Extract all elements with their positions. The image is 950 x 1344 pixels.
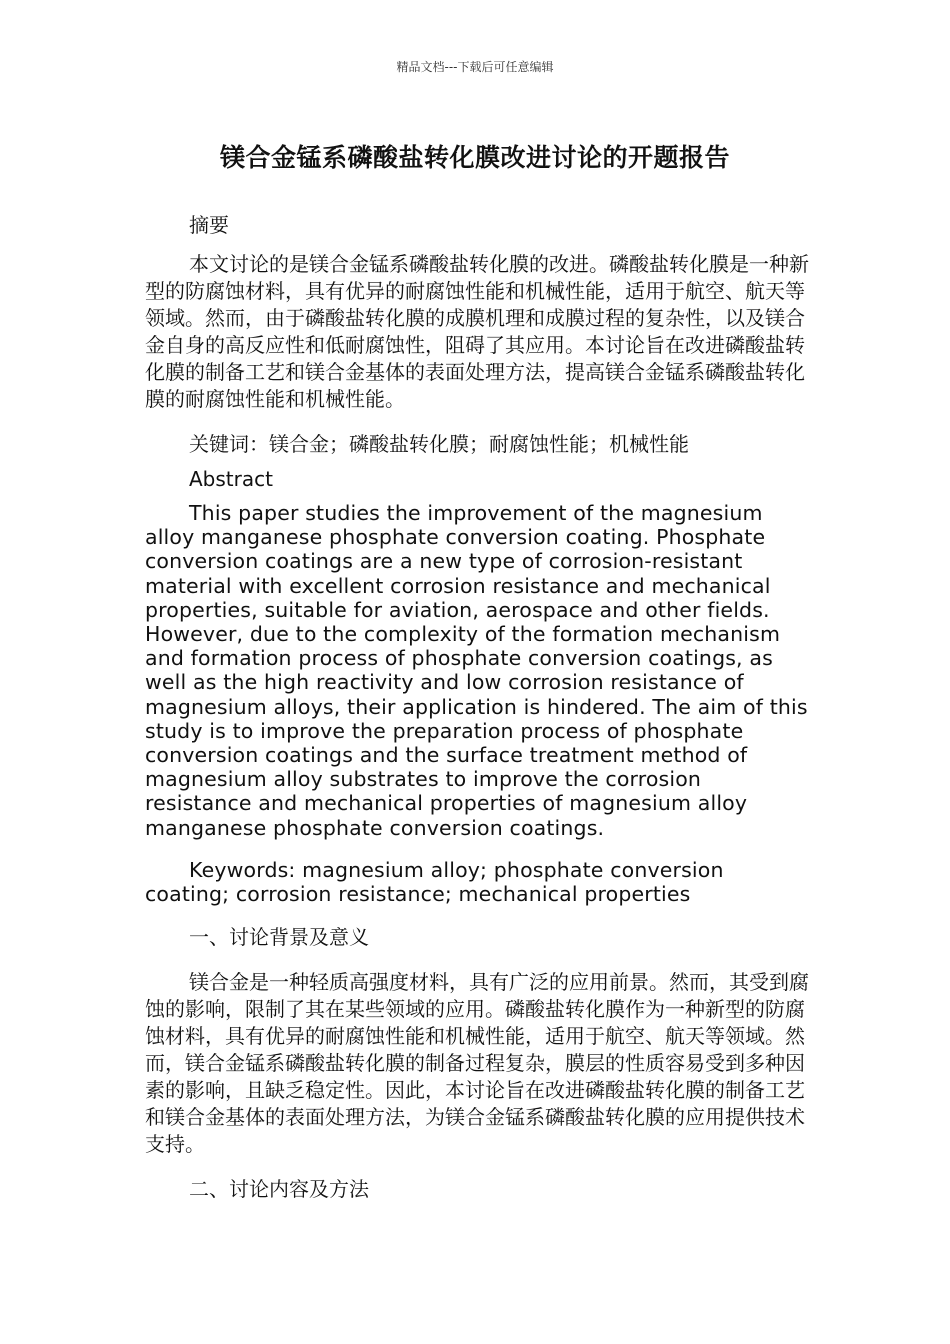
document-title: 镁合金锰系磷酸盐转化膜改进讨论的开题报告	[219, 143, 730, 172]
abstract-en-heading: Abstract	[189, 467, 273, 491]
page-header: 精品文档---下载后可任意编辑	[396, 60, 554, 74]
section2-heading: 二、讨论内容及方法	[189, 1177, 369, 1202]
document-body	[145, 212, 810, 1215]
section1-heading: 一、讨论背景及意义	[189, 925, 369, 950]
section1-paragraph: 镁合金是一种轻质高强度材料，具有广泛的应用前景。然而，其受到腐蚀的影响，限制了其在某些领域的应用。磷酸盐转化膜作为一种新型的防腐蚀材料，具有优异的耐腐蚀性能和机械性能，适用于航空、航天等领域。然而，镁合金锰系磷酸盐转化膜的制备过程复杂，膜层的性质容易受到多种因素的影响，且缺乏稳定性。因此，本讨论旨在改进磷酸盐转化膜的制备工艺和镁合金基体的表面处理方法，为镁合金锰系磷酸盐转化膜的应用提供技术支持。	[145, 970, 809, 1157]
abstract-en-paragraph: This paper studies the improvement of the magnesium alloy manganese phosphate conversion coating. Phosphate conversion coatings are a new type of corrosion-resistant material with excellent corrosion resistance and mechanical properties, suitable for aviation, aerospace and other fields. However, due to the complexity of the formation mechanism and formation process of phosphate conversion coatings, as well as the high reactivity and low corrosion resistance of magnesium alloys, their application is hindered. The aim of this study is to improve the preparation process of phosphate conversion coatings and the surface treatment method of magnesium alloy substrates to improve the corrosion resistance and mechanical properties of magnesium alloy manganese phosphate conversion coatings.	[145, 501, 808, 840]
keywords-en: Keywords: magnesium alloy; phosphate conversion coating; corrosion resistance; mechanical properties	[145, 857, 724, 907]
abstract-paragraph: 本文讨论的是镁合金锰系磷酸盐转化膜的改进。磷酸盐转化膜是一种新型的防腐蚀材料，具有优异的耐腐蚀性能和机械性能，适用于航空、航天等领域。然而，由于磷酸盐转化膜的成膜机理和成膜过程的复杂性，以及镁合金自身的高反应性和低耐腐蚀性，阻碍了其应用。本讨论旨在改进磷酸盐转化膜的制备工艺和镁合金基体的表面处理方法，提高镁合金锰系磷酸盐转化膜的耐腐蚀性能和机械性能。	[145, 252, 809, 411]
abstract-heading: 摘要	[189, 213, 229, 237]
keywords-cn: 关键词：镁合金；磷酸盐转化膜；耐腐蚀性能；机械性能	[189, 432, 689, 456]
